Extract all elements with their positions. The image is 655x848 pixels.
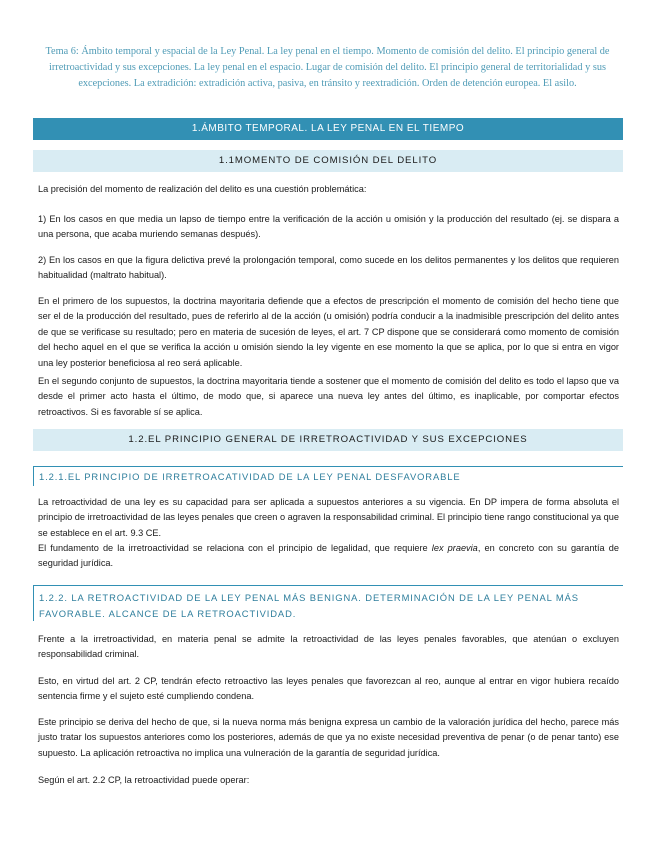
paragraph-favorable-retroactivity: Frente a la irretroactividad, en materia penal se admite la retroactividad de las leyes penales favorables, que atenúan o excluyen responsabilidad criminal.: [38, 634, 619, 660]
paragraph-intro: La precisión del momento de realización del delito es una cuestión problemática:: [38, 184, 367, 194]
paragraph-art-2-2-cp: Según el art. 2.2 CP, la retroactividad puede operar:: [38, 775, 250, 785]
paragraph-case-2: 2) En los casos en que la figura delictiva prevé la prolongación temporal, como sucede en los delitos permanentes y los delitos que requieren habitualidad (maltrato habitual).: [38, 255, 619, 281]
subsection-heading-1-2-1: 1.2.1.EL PRINCIPIO DE IRRETROACATIVIDAD DE LA LEY PENAL DESFAVORABLE: [33, 466, 623, 486]
paragraph-art-2-cp: Esto, en virtud del art. 2 CP, tendrán efecto retroactivo las leyes penales que favorezcan al reo, aunque al entrar en vigor hubiera recaído sentencia firme y el sujeto esté cumpliendo condena.: [38, 676, 619, 702]
paragraph-first-case-doctrine: En el primero de los supuestos, la doctrina mayoritaria defiende que a efectos de prescripción el momento de comisión del hecho tiene que ser el de la producción del resultado, pues de referirlo al de la acción (u omisión) podría conducir a la inadmisible prescripción del delito antes de que se verificase su resultado; pero en materia de sucesión de leyes, el art. 7 CP dispone que se considerará como momento de comisión del hecho aquel en el que se verifica la acción u omisión siendo la ley vigente en ese momento la que se aplica, por lo que si entra en vigor una ley posterior beneficiosa al reo será aplicable.: [38, 296, 619, 368]
paragraph-foundation: El fundamento de la irretroactividad se relaciona con el principio de legalidad, que requiere lex praevia, en concreto con su garantía de seguridad jurídica.: [38, 543, 620, 569]
subsection-heading-1-2: 1.2.EL PRINCIPIO GENERAL DE IRRETROACTIVIDAD Y SUS EXCEPCIONES: [33, 429, 623, 451]
paragraph-retroactivity-definition: La retroactividad de una ley es su capacidad para ser aplicada a supuestos anteriores a su vigencia. En DP impera de forma absoluta el principio de irretroactividad de las leyes penales que creen o agraven la responsabilidad criminal. El principio tiene rango constitucional ya que se establece en el art. 9.3 CE.: [38, 497, 619, 538]
subsection-heading-1-1: 1.1MOMENTO DE COMISIÓN DEL DELITO: [33, 150, 623, 172]
section-heading-1: 1.ÁMBITO TEMPORAL. LA LEY PENAL EN EL TIEMPO: [33, 118, 623, 140]
paragraph-second-case-doctrine: En el segundo conjunto de supuestos, la doctrina mayoritaria tiende a sostener que el momento de comisión del delito es todo el lapso que va desde el primer acto hasta el último, de modo que, si aparece una nueva ley antes del último, es inaplicable, por comportar efectos retroactivos. Si es favorable sí se aplica.: [38, 376, 619, 417]
document-title: Tema 6: Ámbito temporal y espacial de la Ley Penal. La ley penal en el tiempo. Momento de comisión del delito. El principio general de irretroactividad y sus excepciones. La ley penal en el espacio. Lugar de comisión del delito. El principio general de territorialidad y sus excepciones. La extradición: extradición activa, pasiva, en tránsito y reextradición. Orden de detención europea. El asilo.: [45, 46, 610, 89]
paragraph-case-1: 1) En los casos en que media un lapso de tiempo entre la verificación de la acción u omisión y la producción del resultado (ej. se dispara a una persona, que acaba muriendo semanas después).: [38, 214, 619, 240]
lex-praevia-term: lex praevia: [431, 543, 478, 553]
paragraph-principle-basis: Este principio se deriva del hecho de que, si la nueva norma más benigna expresa un cambio de la valoración jurídica del hecho, parece más justo tratar los supuestos anteriores como los posteriores, además de que ya no existe necesidad preventiva de penar (o de penar tanto) ese supuesto. La aplicación retroactiva no implica una vulneración de la garantía de seguridad jurídica.: [38, 717, 619, 758]
subsection-heading-1-2-2: 1.2.2. LA RETROACTIVIDAD DE LA LEY PENAL MÁS BENIGNA. DETERMINACIÓN DE LA LEY PENAL MÁS FAVORABLE. ALCANCE DE LA RETROACTIVIDAD.: [33, 585, 623, 621]
